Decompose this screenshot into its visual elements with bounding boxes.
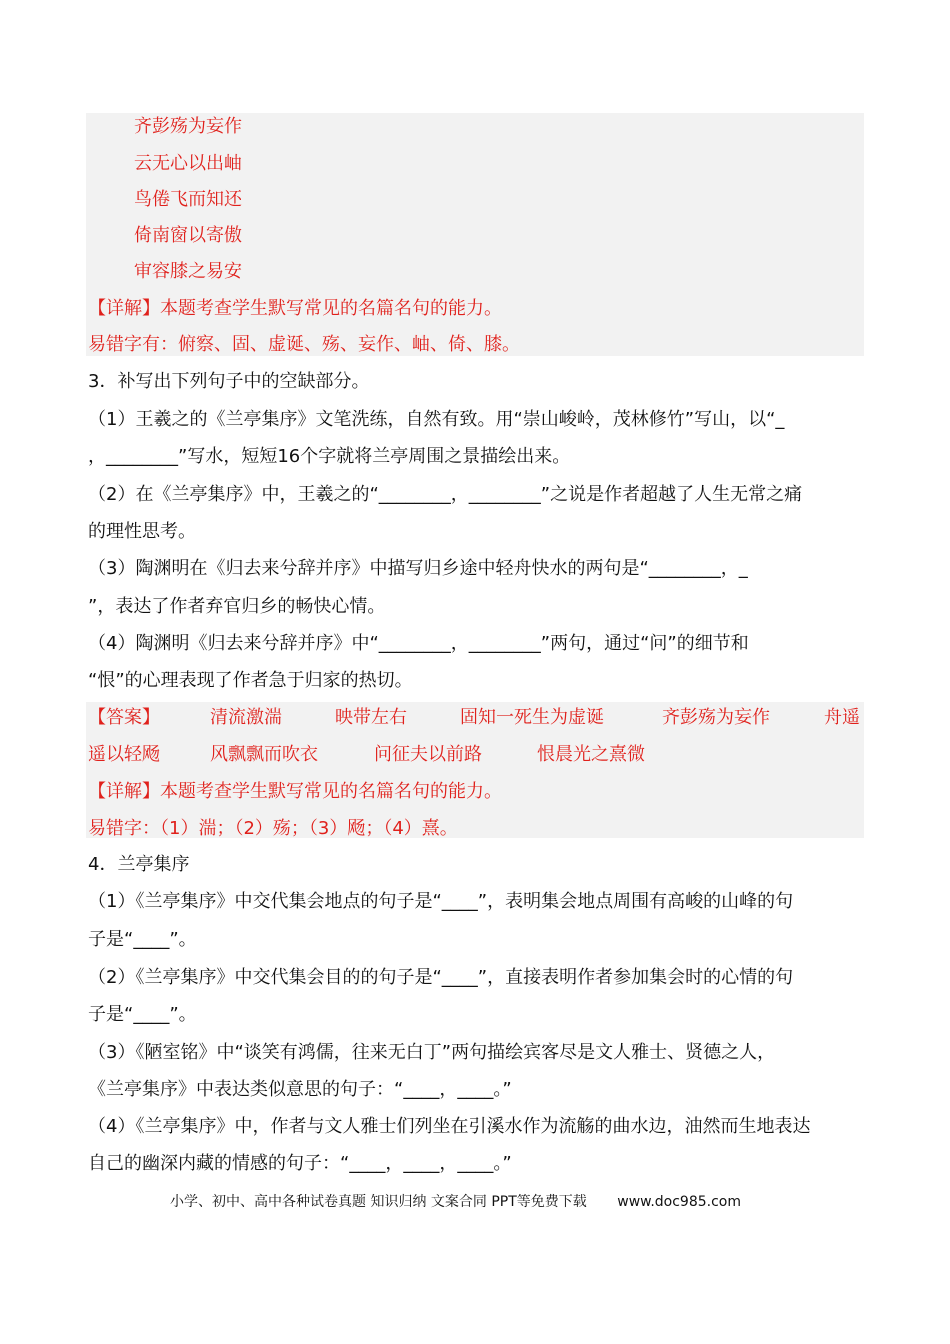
answer-item: 问征夫以前路 [374, 744, 482, 765]
question-4-item-1a: （1）《兰亭集序》中交代集会地点的句子是“____”，表明集会地点周围有高峻的山峰的句 [88, 891, 794, 912]
answer-item: 恨晨光之熹微 [537, 744, 645, 765]
question-4-item-2b: 子是“____”。 [88, 1004, 197, 1025]
answer-label: 【答案】 [88, 707, 160, 728]
question-4-title: 4．兰亭集序 [88, 854, 190, 875]
question-3-title: 3．补写出下列句子中的空缺部分。 [88, 371, 370, 392]
question-3-item-1b: ，________”写水，短短16个字就将兰亭周围之景描绘出来。 [88, 446, 571, 467]
answer-line-4: 倚南窗以寄傲 [134, 225, 242, 246]
answer-line-3: 鸟倦飞而知还 [134, 189, 242, 210]
answer-item: 舟遥 [824, 707, 860, 728]
question-4-item-2a: （2）《兰亭集序》中交代集会目的的句子是“____”，直接表明作者参加集会时的心情的句 [88, 967, 794, 988]
detail-text: 【详解】本题考查学生默写常见的名篇名句的能力。 [88, 298, 502, 319]
detail-text: 【详解】本题考查学生默写常见的名篇名句的能力。 [88, 781, 502, 802]
answer-line-5: 审容膝之易安 [134, 261, 242, 282]
answer-line-1: 齐彭殇为妄作 [134, 116, 242, 137]
answer-item: 清流激湍 [210, 707, 282, 728]
question-3-item-1a: （1）王羲之的《兰亭集序》文笔洗练，自然有致。用“崇山峻岭，茂林修竹”写山，以“_ [88, 409, 785, 430]
question-3-item-2a: （2）在《兰亭集序》中，王羲之的“________，________”之说是作者超越了人生无常之痛 [88, 484, 803, 505]
question-4-item-4b: 自己的幽深内藏的情感的句子：“____，____，____。” [88, 1153, 512, 1174]
question-3-item-2b: 的理性思考。 [88, 521, 196, 542]
error-chars-text: 易错字：（1）湍；（2）殇；（3）飏；（4）熹。 [88, 818, 458, 839]
answer-line-2: 云无心以出岫 [134, 153, 242, 174]
page-footer [170, 1193, 741, 1211]
answer-item: 映带左右 [335, 707, 407, 728]
answer-item: 齐彭殇为妄作 [662, 707, 770, 728]
footer-url-link[interactable]: www.doc985.com [617, 1194, 741, 1210]
question-3-item-4a: （4）陶渊明《归去来兮辞并序》中“________，________”两句，通过“问”的细节和 [88, 633, 749, 654]
question-4-item-3b: 《兰亭集序》中表达类似意思的句子：“____，____。” [88, 1079, 512, 1100]
footer-text: 小学、初中、高中各种试卷真题 知识归纳 文案合同 PPT等免费下载 [170, 1194, 587, 1210]
question-3-item-3b: ”，表达了作者弃官归乡的畅快心情。 [88, 596, 386, 617]
answer-item: 固知一死生为虚诞 [460, 707, 604, 728]
question-4-item-4a: （4）《兰亭集序》中，作者与文人雅士们列坐在引溪水作为流觞的曲水边，油然而生地表达 [88, 1116, 811, 1137]
question-4-item-1b: 子是“____”。 [88, 929, 197, 950]
answer-item: 风飘飘而吹衣 [210, 744, 318, 765]
question-3-item-4b: “恨”的心理表现了作者急于归家的热切。 [88, 670, 413, 691]
question-3-item-3a: （3）陶渊明在《归去来兮辞并序》中描写归乡途中轻舟快水的两句是“________，_ [88, 558, 748, 579]
error-chars-text: 易错字有：俯察、固、虚诞、殇、妄作、岫、倚、膝。 [88, 334, 520, 355]
answer-item: 遥以轻飏 [88, 744, 160, 765]
question-4-item-3a: （3）《陋室铭》中“谈笑有鸿儒，往来无白丁”两句描绘宾客尽是文人雅士、贤德之人， [88, 1042, 776, 1063]
